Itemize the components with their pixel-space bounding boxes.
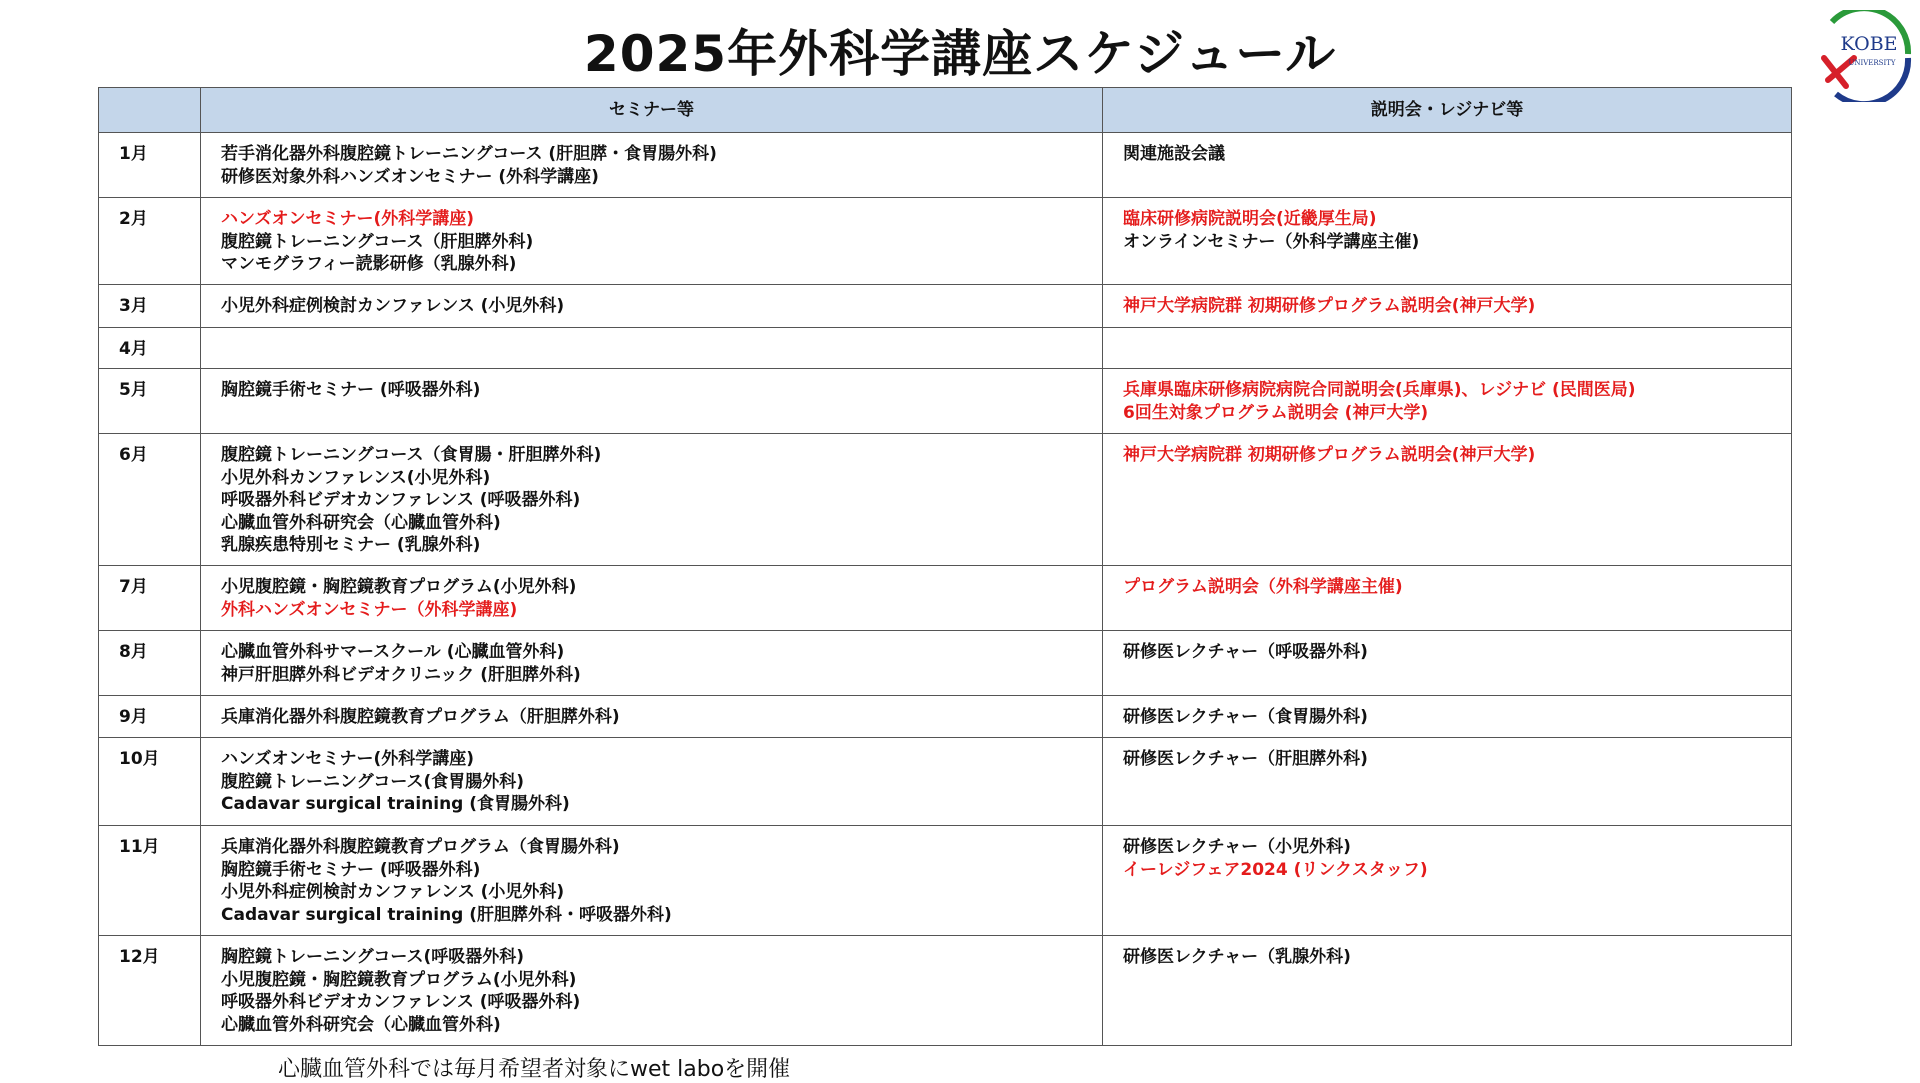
explanation-item: 兵庫県臨床研修病院病院合同説明会(兵庫県)、レジナビ (民間医局): [1123, 380, 1636, 400]
seminar-cell: [201, 328, 1103, 369]
explanation-item: 神戸大学病院群 初期研修プログラム説明会(神戸大学): [1123, 445, 1536, 465]
explanation-item: 研修医レクチャー（乳腺外科): [1123, 947, 1351, 967]
month-cell: 12月: [99, 936, 201, 1046]
explanation-cell: [1103, 826, 1792, 936]
seminar-item: 腹腔鏡トレーニングコース（肝胆膵外科): [221, 231, 534, 252]
explanation-item: 研修医レクチャー（小児外科): [1123, 837, 1351, 857]
table-row: [99, 133, 1792, 198]
seminar-cell: [201, 566, 1103, 631]
seminar-item: 外科ハンズオンセミナー（外科学講座): [221, 599, 518, 620]
month-cell: 4月: [99, 328, 201, 369]
seminar-item: 小児腹腔鏡・胸腔鏡教育プログラム(小児外科): [221, 577, 577, 597]
seminar-item: 心臓血管外科研究会（心臓血管外科): [221, 512, 501, 533]
explanation-cell: [1103, 696, 1792, 738]
table-row: [99, 738, 1792, 826]
seminar-item: 胸腔鏡手術セミナー (呼吸器外科): [221, 859, 481, 880]
table-row: [99, 434, 1792, 566]
seminar-item: 胸腔鏡トレーニングコース(呼吸器外科): [221, 947, 525, 967]
table-header-row: [99, 88, 1792, 133]
seminar-item: 呼吸器外科ビデオカンファレンス (呼吸器外科): [221, 490, 581, 510]
explanation-cell: [1103, 566, 1792, 631]
logo-text-university: UNIVERSITY: [1848, 59, 1896, 67]
header-month: [99, 88, 201, 133]
seminar-item: 腹腔鏡トレーニングコース(食胃腸外科): [221, 771, 525, 792]
table-row: [99, 328, 1792, 369]
explanation-cell: [1103, 936, 1792, 1046]
table-row: [99, 826, 1792, 936]
month-cell: 6月: [99, 434, 201, 566]
header-explanation: 説明会・レジナビ等: [1103, 88, 1792, 133]
seminar-item: 乳腺疾患特別セミナー (乳腺外科): [221, 535, 481, 555]
explanation-cell: [1103, 285, 1792, 328]
table-row: [99, 198, 1792, 285]
explanation-item: 神戸大学病院群 初期研修プログラム説明会(神戸大学): [1123, 296, 1536, 316]
explanation-cell: [1103, 328, 1792, 369]
explanation-item: 臨床研修病院説明会(近畿厚生局): [1123, 209, 1377, 229]
month-cell: 11月: [99, 826, 201, 936]
seminar-cell: [201, 826, 1103, 936]
explanation-cell: [1103, 369, 1792, 434]
month-cell: 5月: [99, 369, 201, 434]
footnote: 心臓血管外科では毎月希望者対象にwet laboを開催: [278, 1057, 791, 1082]
schedule-table: [98, 87, 1792, 1046]
explanation-cell: [1103, 738, 1792, 826]
logo-text-kobe: KOBE: [1840, 33, 1898, 55]
seminar-cell: [201, 936, 1103, 1046]
month-cell: 3月: [99, 285, 201, 328]
explanation-item: オンラインセミナー（外科学講座主催): [1123, 231, 1420, 252]
explanation-item: 研修医レクチャー（食胃腸外科): [1123, 707, 1368, 727]
seminar-item: 小児外科カンファレンス(小児外科): [221, 467, 491, 488]
seminar-cell: [201, 133, 1103, 198]
seminar-item: 心臓血管外科研究会（心臓血管外科): [221, 1014, 501, 1035]
seminar-item: ハンズオンセミナー(外科学講座): [221, 749, 475, 769]
explanation-item: イーレジフェア2024 (リンクスタッフ): [1123, 859, 1428, 880]
header-seminar: セミナー等: [201, 88, 1103, 133]
seminar-item: 兵庫消化器外科腹腔鏡教育プログラム（肝胆膵外科): [221, 707, 620, 727]
seminar-item: 胸腔鏡手術セミナー (呼吸器外科): [221, 380, 481, 400]
table-row: [99, 631, 1792, 696]
seminar-item: 心臓血管外科サマースクール (心臓血管外科): [221, 642, 565, 662]
explanation-item: 関連施設会議: [1123, 144, 1225, 164]
table-row: [99, 696, 1792, 738]
month-cell: 8月: [99, 631, 201, 696]
schedule-body: [99, 133, 1792, 1046]
month-cell: 10月: [99, 738, 201, 826]
explanation-cell: [1103, 198, 1792, 285]
explanation-cell: [1103, 133, 1792, 198]
seminar-cell: [201, 285, 1103, 328]
explanation-cell: [1103, 434, 1792, 566]
seminar-cell: [201, 369, 1103, 434]
table-row: [99, 936, 1792, 1046]
table-row: [99, 285, 1792, 328]
explanation-item: 研修医レクチャー（呼吸器外科): [1123, 642, 1368, 662]
seminar-cell: [201, 738, 1103, 826]
seminar-item: 腹腔鏡トレーニングコース（食胃腸・肝胆膵外科): [221, 445, 602, 465]
table-row: [99, 566, 1792, 631]
seminar-item: 研修医対象外科ハンズオンセミナー (外科学講座): [221, 166, 599, 187]
explanation-item: 研修医レクチャー（肝胆膵外科): [1123, 749, 1368, 769]
seminar-item: 呼吸器外科ビデオカンファレンス (呼吸器外科): [221, 992, 581, 1012]
month-cell: 7月: [99, 566, 201, 631]
seminar-cell: [201, 631, 1103, 696]
seminar-item: 若手消化器外科腹腔鏡トレーニングコース (肝胆膵・食胃腸外科): [221, 144, 717, 164]
seminar-item: Cadavar surgical training (食胃腸外科): [221, 794, 570, 814]
seminar-item: 小児腹腔鏡・胸腔鏡教育プログラム(小児外科): [221, 969, 577, 990]
month-cell: 1月: [99, 133, 201, 198]
seminar-item: 兵庫消化器外科腹腔鏡教育プログラム（食胃腸外科): [221, 837, 620, 857]
seminar-cell: [201, 434, 1103, 566]
seminar-item: 小児外科症例検討カンファレンス (小児外科): [221, 296, 565, 316]
explanation-item: 6回生対象プログラム説明会 (神戸大学): [1123, 402, 1429, 423]
explanation-item: プログラム説明会（外科学講座主催): [1123, 577, 1403, 597]
month-cell: 9月: [99, 696, 201, 738]
seminar-item: マンモグラフィー読影研修（乳腺外科): [221, 254, 517, 274]
explanation-cell: [1103, 631, 1792, 696]
seminar-item: 神戸肝胆膵外科ビデオクリニック (肝胆膵外科): [221, 664, 581, 685]
table-row: [99, 369, 1792, 434]
page-title: 2025年外科学講座スケジュール: [583, 25, 1337, 83]
kobe-university-logo: [1806, 10, 1914, 102]
seminar-item: 小児外科症例検討カンファレンス (小児外科): [221, 882, 565, 902]
seminar-item: Cadavar surgical training (肝胆膵外科・呼吸器外科): [221, 904, 672, 925]
seminar-item: ハンズオンセミナー(外科学講座): [221, 209, 475, 229]
month-cell: 2月: [99, 198, 201, 285]
seminar-cell: [201, 696, 1103, 738]
seminar-cell: [201, 198, 1103, 285]
